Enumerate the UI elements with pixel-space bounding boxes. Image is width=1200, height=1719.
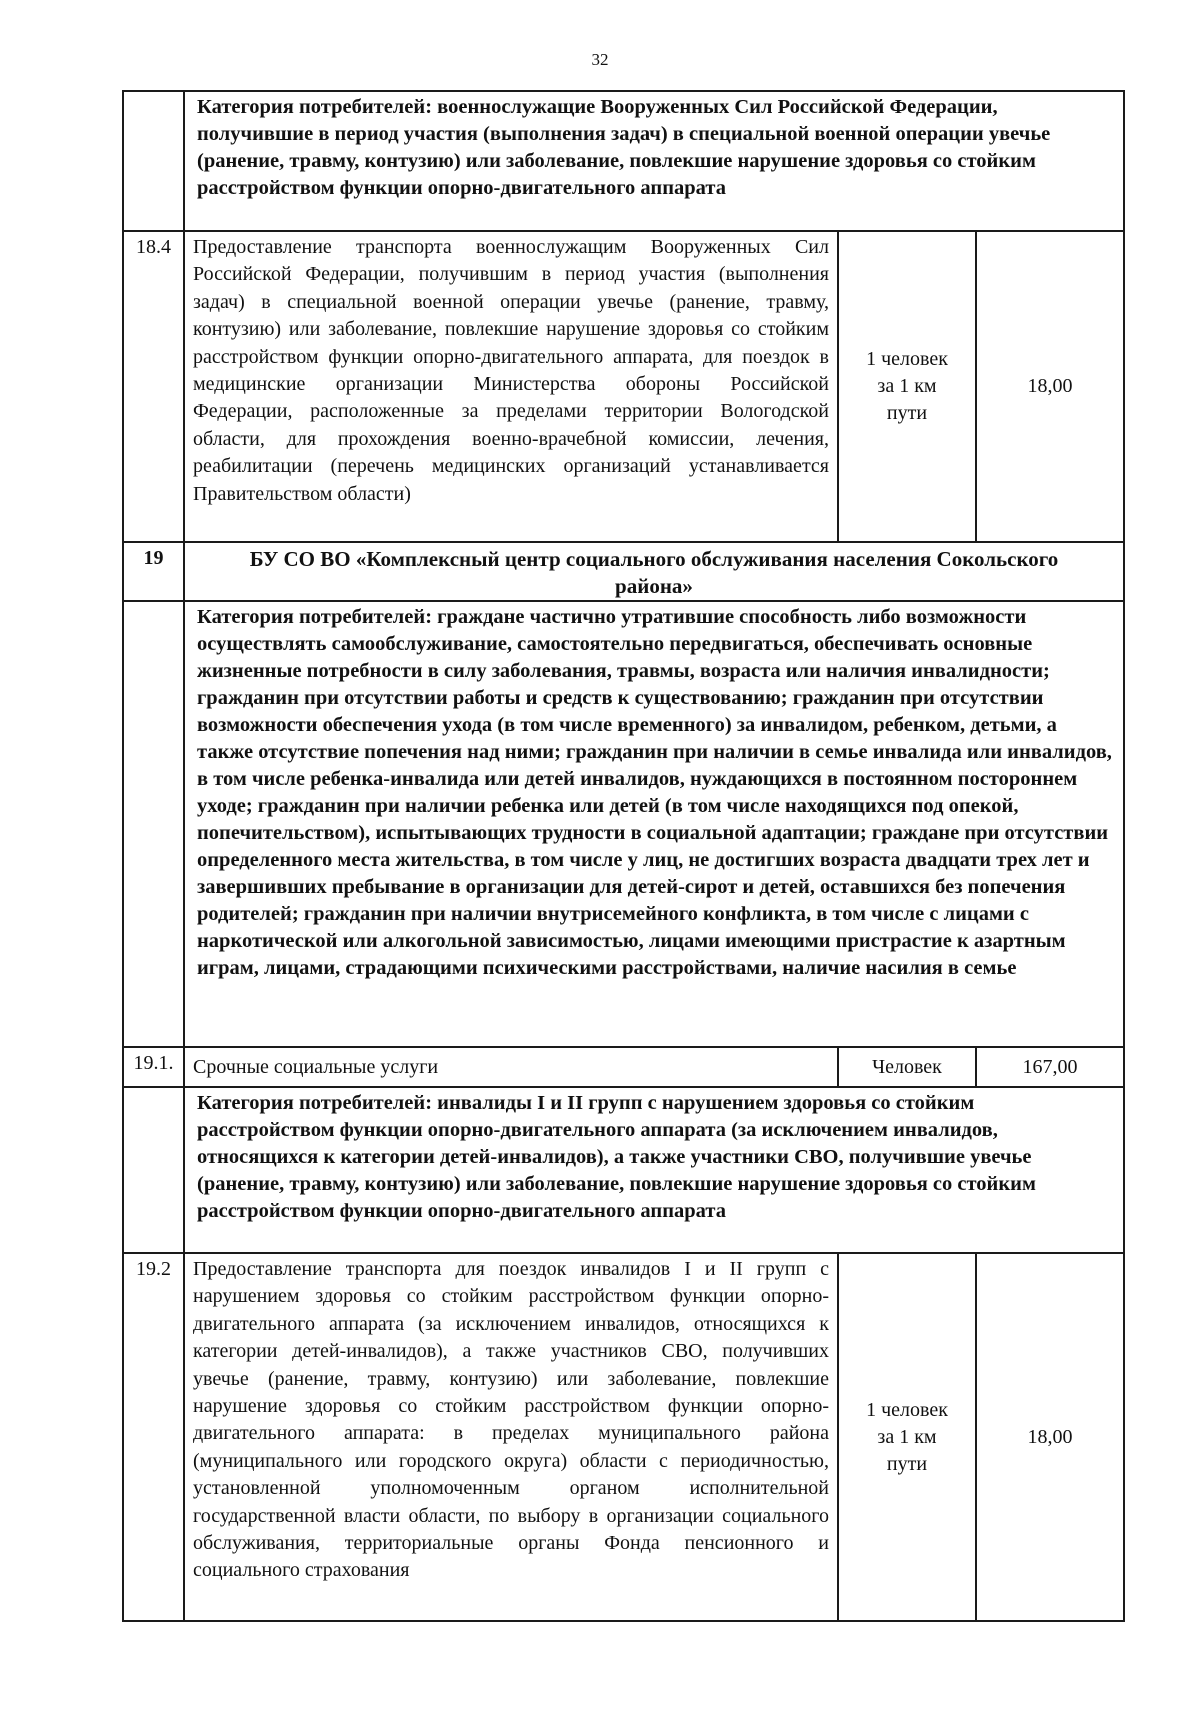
service-row-19-1 <box>123 1047 1124 1087</box>
unit-line: за 1 км <box>877 1425 937 1448</box>
unit-line: 1 человек <box>866 1398 948 1421</box>
category-row-19 <box>123 601 1124 1047</box>
unit-line: за 1 км <box>877 375 937 397</box>
service-description: Предоставление транспорта для поездок инвалидов I и II групп с нарушением здоровья со стойким расстройством функции опорно-двигательного аппарата (за исключением инвалидов, относящихся к категории детей-инвалидов), а также участников СВО, получивших увечье (ранение, травму, контузию) или заболевание, повлекшие нарушение здоровья со стойким расстройством функции опорно-двигательного аппарата: в пределах муниципального района (муниципального или городского округа) области с периодичностью, установленной уполномоченным органом исполнительной государственной власти области, по выбору в организации социального обслуживания, территориальные органы Фонда пенсионного и социального страхования <box>184 1253 838 1621</box>
service-description: Срочные социальные услуги <box>184 1047 838 1087</box>
row-number: 19.1. <box>123 1047 184 1087</box>
page-number: 32 <box>591 50 609 69</box>
tariff-table <box>122 90 1125 1622</box>
service-description: Предоставление транспорта военнослужащим Вооруженных Сил Российской Федерации, получившим в период участия (выполнения задач) в специальной военной операции увечье (ранение, травму, контузию) или заболевание, повлекшие нарушение здоровья со стойким расстройством функции опорно-двигательного аппарата, для поездок в медицинские организации Министерства обороны Российской Федерации, расположенные за пределами территории Вологодской области, для прохождения военно-врачебной комиссии, лечения, реабилитации (перечень медицинских организаций устанавливается Правительством области) <box>184 231 838 542</box>
unit-line: пути <box>886 1452 928 1475</box>
category-row-18 <box>123 91 1124 231</box>
row-number: 19 <box>123 542 184 601</box>
service-row-19-2 <box>123 1253 1124 1621</box>
unit-line: пути <box>886 402 928 424</box>
unit-cell: Человек <box>838 1047 976 1087</box>
unit-cell <box>838 231 976 542</box>
price-cell: 18,00 <box>976 231 1124 542</box>
price-cell: 167,00 <box>976 1047 1124 1087</box>
price-cell: 18,00 <box>976 1253 1124 1621</box>
empty-num-cell <box>123 91 184 231</box>
empty-num-cell <box>123 1087 184 1253</box>
row-number: 18.4 <box>123 231 184 542</box>
unit-cell <box>838 1253 976 1621</box>
category-text: Категория потребителей: военнослужащие Вооруженных Сил Российской Федерации, получившие в период участия (выполнения задач) в специальной военной операции увечье (ранение, травму, контузию) или заболевание, повлекшие нарушение здоровья со стойким расстройством функции опорно-двигательного аппарата <box>184 91 1124 231</box>
category-text: Категория потребителей: граждане частично утратившие способность либо возможности осуществлять самообслуживание, самостоятельно передвигаться, обеспечивать основные жизненные потребности в силу заболевания, травмы, возраста или наличия инвалидности; гражданин при отсутствии работы и средств к существованию; гражданин при отсутствии возможности обеспечения ухода (в том числе временного) за инвалидом, ребенком, детьми, а также отсутствие попечения над ними; гражданин при наличии в семье инвалида или инвалидов, в том числе ребенка-инвалида или детей инвалидов, нуждающихся в постоянном постороннем уходе; гражданин при наличии ребенка или детей (в том числе находящихся под опекой, попечительством), испытывающих трудности в социальной адаптации; граждане при отсутствии определенного места жительства, в том числе у лиц, не достигших возраста двадцати трех лет и завершивших пребывание в организации для детей-сирот и детей, оставшихся без попечения родителей; гражданин при наличии внутрисемейного конфликта, в том числе с лицами с наркотической или алкогольной зависимостью, лицами имеющими пристрастие к азартным играм, лицами, страдающими психическими расстройствами, наличие насилия в семье <box>184 601 1124 1047</box>
category-text: Категория потребителей: инвалиды I и II групп с нарушением здоровья со стойким расстройством функции опорно-двигательного аппарата (за исключением инвалидов, относящихся к категории детей-инвалидов), а также участники СВО, получившие увечье (ранение, травму, контузию) или заболевание, повлекшие нарушение здоровья со стойким расстройством функции опорно-двигательного аппарата <box>184 1087 1124 1253</box>
unit-line: 1 человек <box>866 348 948 370</box>
organization-name: БУ СО ВО «Комплексный центр социального обслуживания населения Сокольского района» <box>184 542 1124 601</box>
empty-num-cell <box>123 601 184 1047</box>
row-number: 19.2 <box>123 1253 184 1621</box>
service-row-18-4 <box>123 231 1124 542</box>
category-row-19-2 <box>123 1087 1124 1253</box>
organization-row-19 <box>123 542 1124 601</box>
